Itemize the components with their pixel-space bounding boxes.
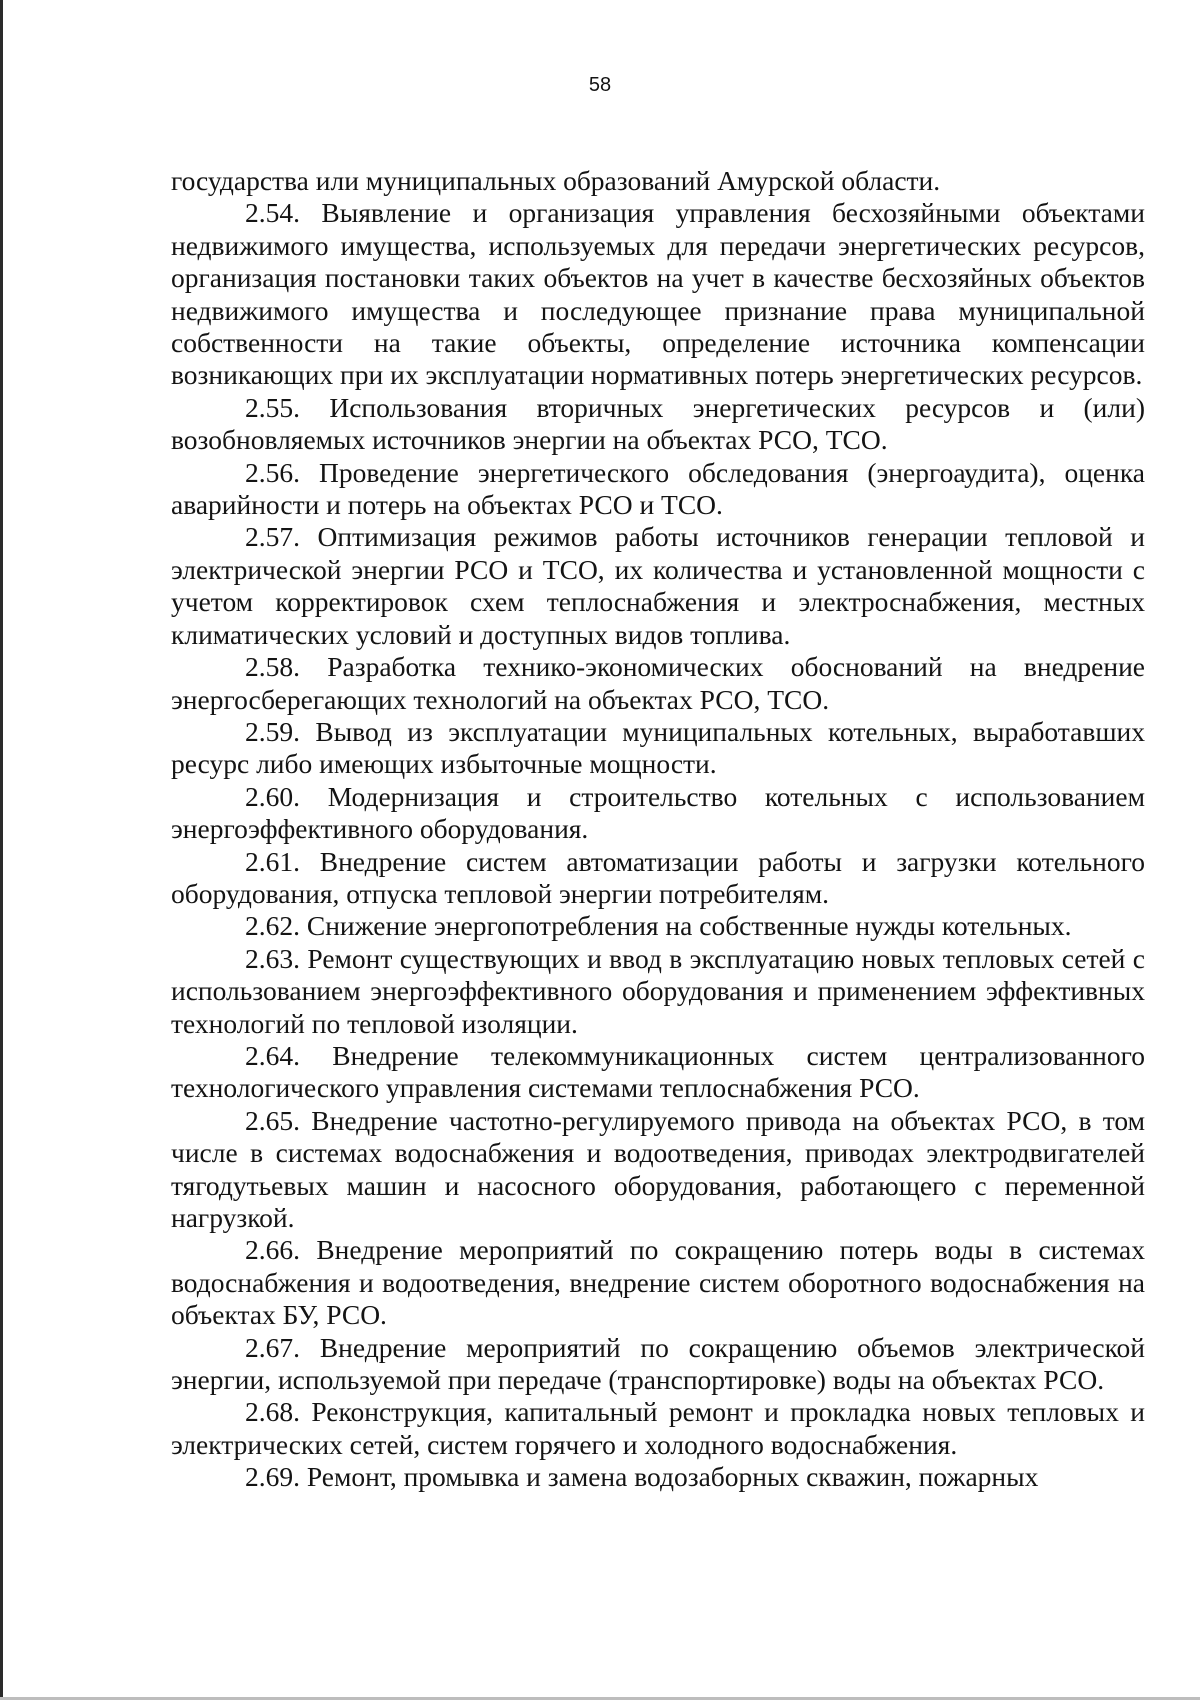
paragraph-2-56: 2.56. Проведение энергетического обследования (энергоаудита), оценка аварийности и потерь на объектах РСО и ТСО. bbox=[171, 456, 1145, 521]
paragraph-2-62: 2.62. Снижение энергопотребления на собственные нужды котельных. bbox=[245, 910, 1072, 942]
paragraph-2-63: 2.63. Ремонт существующих и ввод в эксплуатацию новых тепловых сетей с использованием энергоэффективного оборудования и применением эффективных технологий по тепловой изоляции. bbox=[171, 942, 1145, 1039]
paragraph-2-65: 2.65. Внедрение частотно-регулируемого привода на объектах РСО, в том числе в системах водоснабжения и водоотведения, приводах электродвигателей тягодутьевых машин и насосного оборудования, работающего с переменной нагрузкой. bbox=[171, 1104, 1145, 1233]
paragraph-2-58: 2.58. Разработка технико-экономических обоснований на внедрение энергосберегающих технологий на объектах РСО, ТСО. bbox=[171, 651, 1145, 715]
paragraph-2-67: 2.67. Внедрение мероприятий по сокращению объемов электрической энергии, используемой при передаче (транспортировке) воды на объектах РСО. bbox=[171, 1331, 1145, 1396]
paragraph-continuation: государства или муниципальных образований Амурской области. bbox=[171, 165, 941, 196]
paragraph-2-57: 2.57. Оптимизация режимов работы источников генерации тепловой и электрической энергии РСО и ТСО, их количества и установленной мощности с учетом корректировок схем теплоснабжения и электроснабжения, местных климатических условий и доступных видов топлива. bbox=[171, 521, 1145, 650]
page-number: 58 bbox=[588, 74, 612, 96]
paragraph-2-69: 2.69. Ремонт, промывка и замена водозаборных скважин, пожарных bbox=[245, 1461, 1039, 1493]
paragraph-2-68: 2.68. Реконструкция, капитальный ремонт и прокладка новых тепловых и электрических сетей, систем горячего и холодного водоснабжения. bbox=[171, 1396, 1145, 1460]
document-body bbox=[171, 165, 1145, 1494]
paragraph-2-64: 2.64. Внедрение телекоммуникационных систем централизованного технологического управления системами теплоснабжения РСО. bbox=[171, 1039, 1145, 1104]
page-left-edge bbox=[0, 0, 3, 1700]
paragraph-2-66: 2.66. Внедрение мероприятий по сокращению потерь воды в системах водоснабжения и водоотведения, внедрение систем оборотного водоснабжения на объектах БУ, РСО. bbox=[171, 1234, 1145, 1331]
paragraph-2-55: 2.55. Использования вторичных энергетических ресурсов и (или) возобновляемых источников энергии на объектах РСО, ТСО. bbox=[171, 391, 1145, 456]
paragraph-2-54: 2.54. Выявление и организация управления бесхозяйными объектами недвижимого имущества, используемых для передачи энергетических ресурсов, организация постановки таких объектов на учет в качестве бесхозяйных объектов недвижимого имущества и последующее признание права муниципальной собственности на такие объекты, определение источника компенсации возникающих при их эксплуатации нормативных потерь энергетических ресурсов. bbox=[171, 197, 1145, 391]
paragraph-2-60: 2.60. Модернизация и строительство котельных с использованием энергоэффективного оборудования. bbox=[171, 780, 1145, 845]
paragraph-2-59: 2.59. Вывод из эксплуатации муниципальных котельных, выработавших ресурс либо имеющих избыточные мощности. bbox=[171, 715, 1145, 780]
paragraph-2-61: 2.61. Внедрение систем автоматизации работы и загрузки котельного оборудования, отпуска тепловой энергии потребителям. bbox=[171, 845, 1145, 909]
